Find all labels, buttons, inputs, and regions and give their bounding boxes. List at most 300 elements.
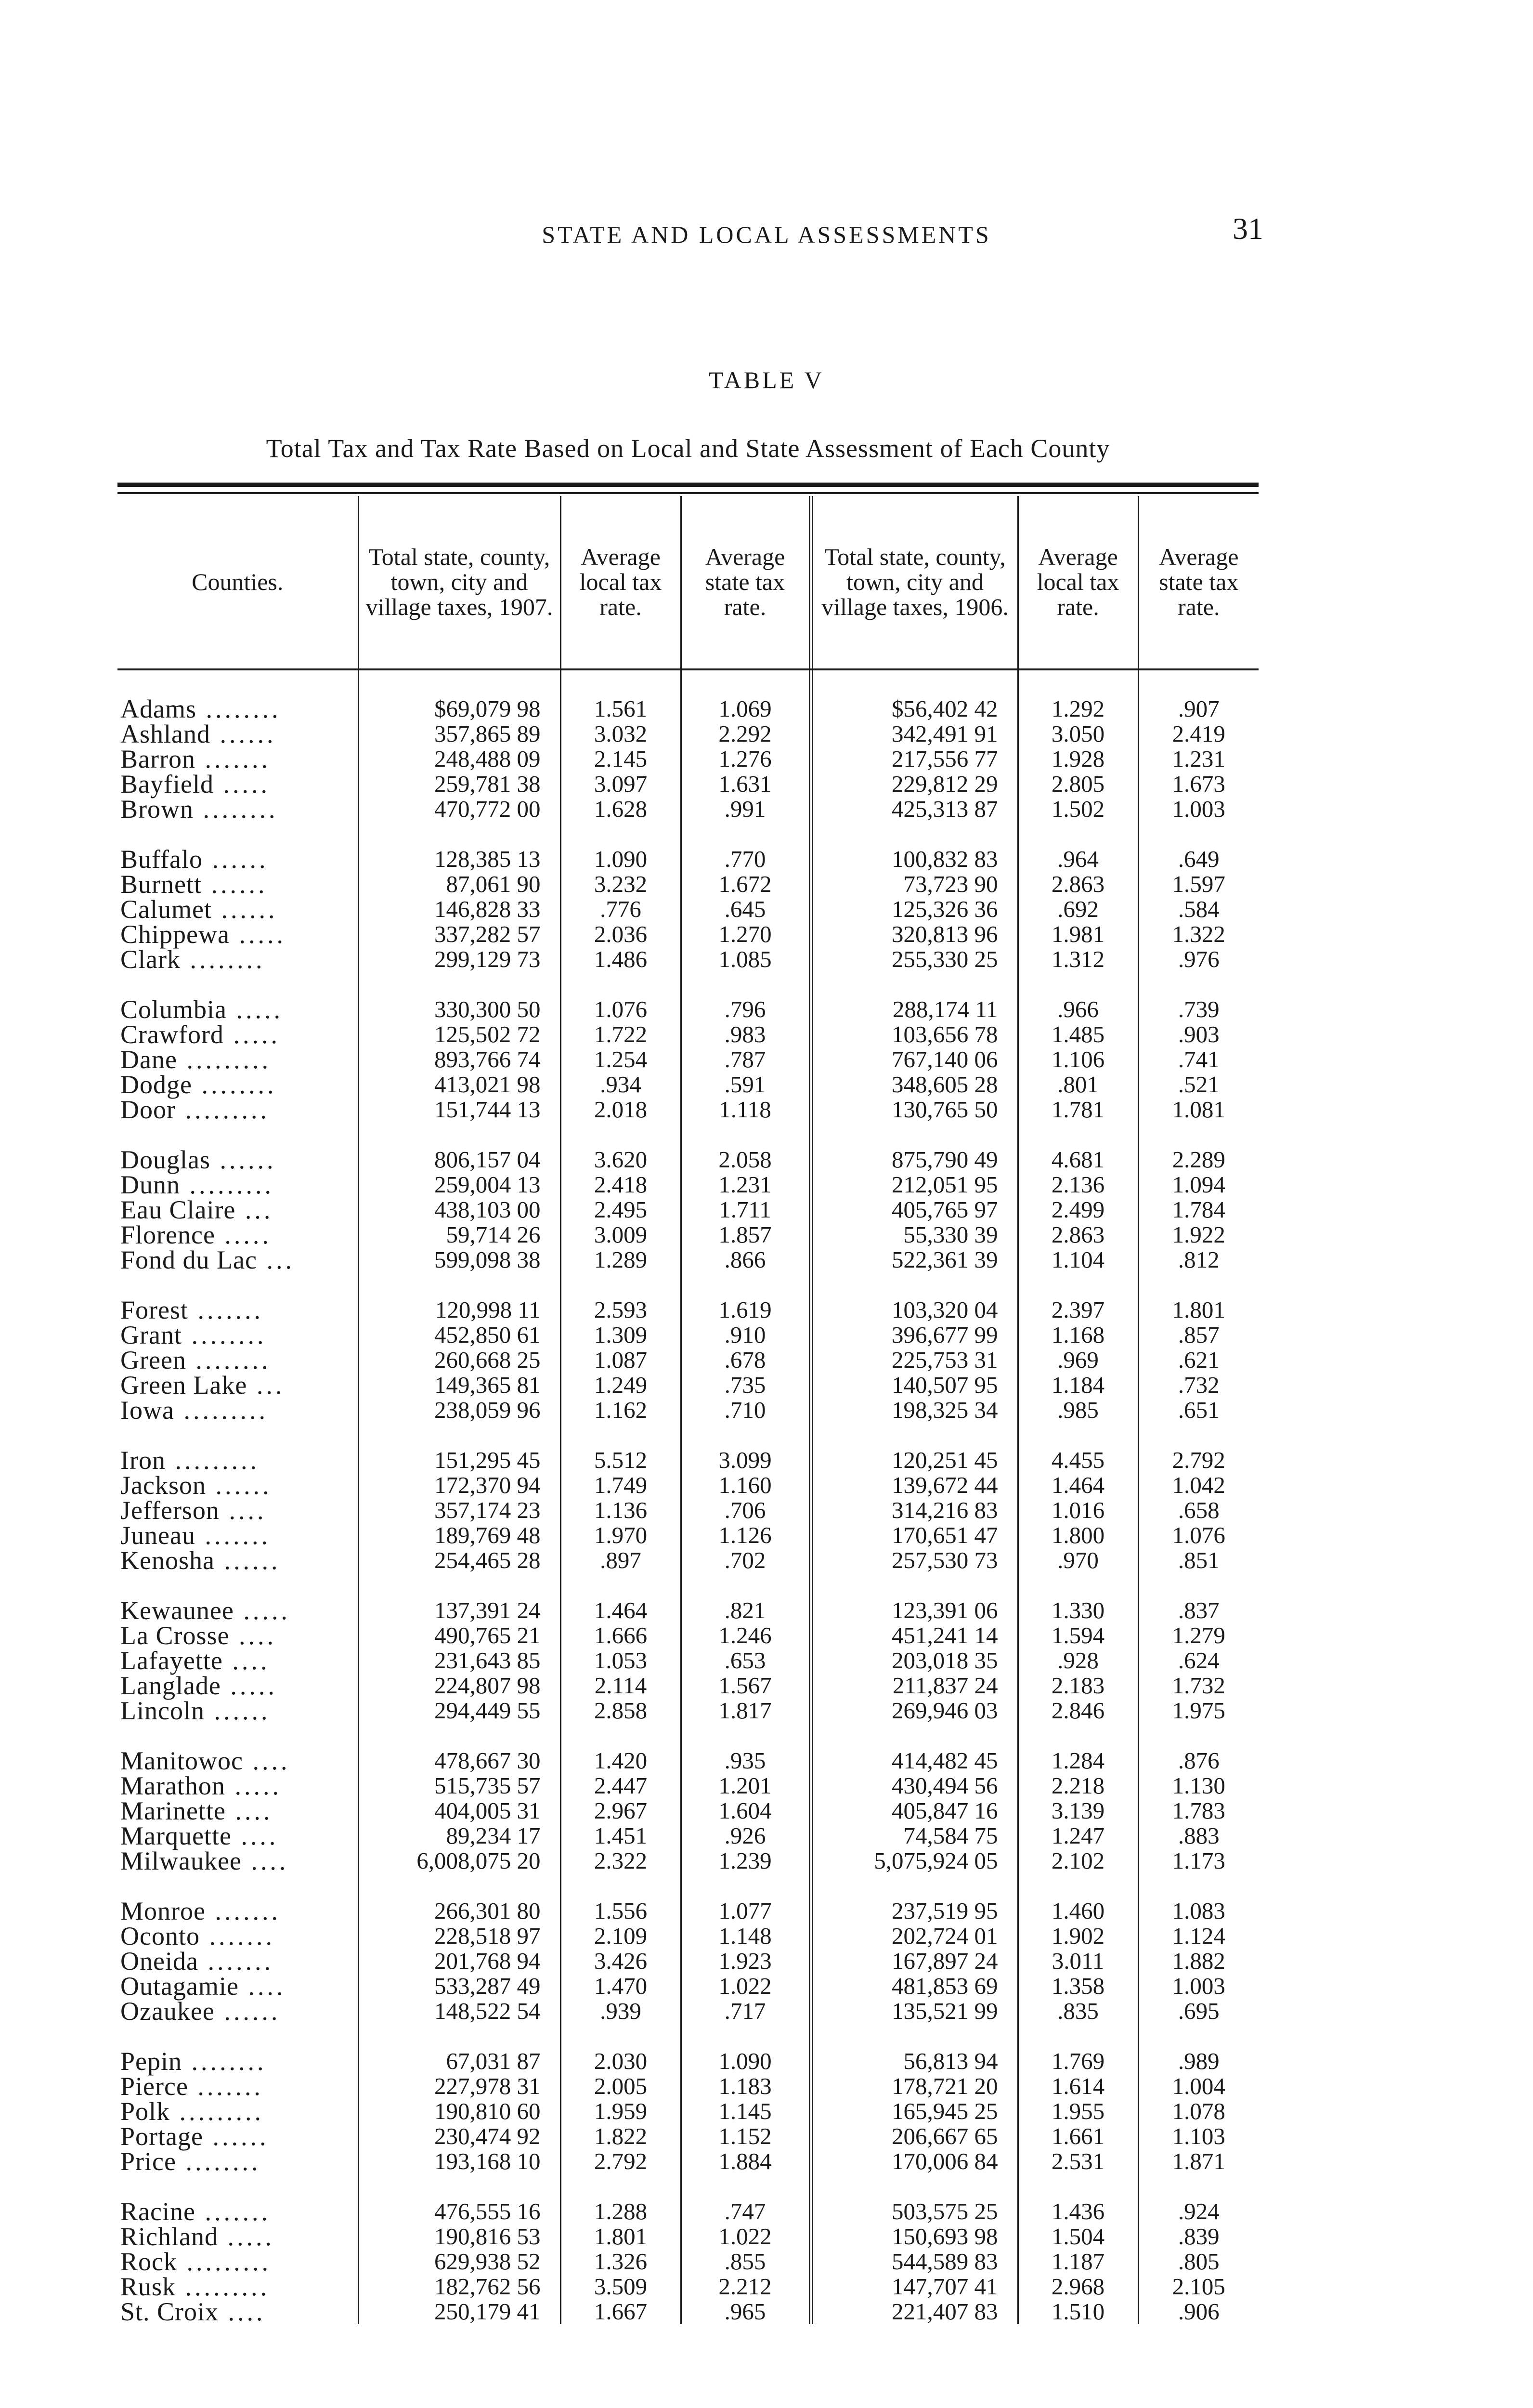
table-row — [117, 1147, 1259, 1172]
total-tax-1906: 135,521 99 — [811, 1999, 1018, 2024]
local-rate-1906: 1.436 — [1018, 2199, 1138, 2224]
leader-dots: .... — [219, 2297, 266, 2326]
leader-dots: ........ — [182, 1321, 267, 1349]
table-row — [117, 1698, 1259, 1723]
total-tax-1906: 211,837 24 — [811, 1673, 1018, 1698]
local-rate-1906: 2.863 — [1018, 872, 1138, 897]
county-label: Richland — [120, 2222, 218, 2251]
county-name — [117, 2299, 358, 2324]
state-rate-1906: 1.322 — [1138, 922, 1259, 947]
table-row — [117, 872, 1259, 897]
state-rate-1907: 2.212 — [681, 2274, 811, 2299]
state-rate-1907: .710 — [681, 1398, 811, 1423]
state-rate-1906: .739 — [1138, 997, 1259, 1022]
local-rate-1906: 2.863 — [1018, 1222, 1138, 1247]
state-rate-1907: 1.201 — [681, 1773, 811, 1798]
local-rate-1906: 1.902 — [1018, 1924, 1138, 1949]
state-rate-1906: 1.124 — [1138, 1924, 1259, 1949]
local-rate-1906: 1.168 — [1018, 1322, 1138, 1348]
table-row — [117, 1748, 1259, 1773]
total-tax-1906: 229,812 29 — [811, 772, 1018, 797]
state-rate-1907: .926 — [681, 1823, 811, 1848]
county-label: Price — [120, 2147, 176, 2176]
state-rate-1906: 1.673 — [1138, 772, 1259, 797]
local-rate-1907: 2.967 — [560, 1798, 681, 1823]
county-name — [117, 1297, 358, 1322]
table-row — [117, 2199, 1259, 2224]
state-rate-1906: .851 — [1138, 1548, 1259, 1573]
total-tax-1907: 151,295 45 — [358, 1448, 560, 1473]
state-rate-1906: 1.083 — [1138, 1898, 1259, 1924]
local-rate-1907: 1.420 — [560, 1748, 681, 1773]
total-tax-1907: 227,978 31 — [358, 2074, 560, 2099]
leader-dots: ..... — [218, 2222, 274, 2251]
local-rate-1907: 3.032 — [560, 721, 681, 746]
local-rate-1907: 1.822 — [560, 2124, 681, 2149]
county-name — [117, 721, 358, 746]
state-rate-1906: 1.004 — [1138, 2074, 1259, 2099]
county-name — [117, 1448, 358, 1473]
table-row — [117, 746, 1259, 772]
table-row — [117, 2124, 1259, 2149]
county-name — [117, 1773, 358, 1798]
table-row — [117, 1949, 1259, 1974]
leader-dots: ..... — [227, 995, 283, 1024]
group-separator — [117, 1272, 1259, 1297]
local-rate-1907: 2.495 — [560, 1197, 681, 1222]
local-rate-1907: .934 — [560, 1072, 681, 1097]
total-tax-1906: 255,330 25 — [811, 947, 1018, 972]
total-tax-1906: 5,075,924 05 — [811, 1848, 1018, 1873]
leader-dots: ....... — [195, 745, 271, 773]
county-label: Dane — [120, 1045, 177, 1074]
table-label: TABLE V — [709, 366, 824, 393]
total-tax-1907: 231,643 85 — [358, 1648, 560, 1673]
state-rate-1906: .924 — [1138, 2199, 1259, 2224]
state-rate-1906: 1.801 — [1138, 1297, 1259, 1322]
county-name — [117, 1373, 358, 1398]
total-tax-1906: 178,721 20 — [811, 2074, 1018, 2099]
local-rate-1906: 2.846 — [1018, 1698, 1138, 1723]
state-rate-1906: 2.419 — [1138, 721, 1259, 746]
table-row — [117, 2274, 1259, 2299]
top-rule — [117, 483, 1259, 487]
state-rate-1907: .983 — [681, 1022, 811, 1047]
state-rate-1906: 1.076 — [1138, 1523, 1259, 1548]
total-tax-1907: 224,807 98 — [358, 1673, 560, 1698]
local-rate-1906: 1.661 — [1018, 2124, 1138, 2149]
total-tax-1907: 490,765 21 — [358, 1623, 560, 1648]
leader-dots: ...... — [210, 720, 276, 748]
state-rate-1906: .976 — [1138, 947, 1259, 972]
state-rate-1906: .621 — [1138, 1348, 1259, 1373]
total-tax-1907: 128,385 13 — [358, 847, 560, 872]
county-label: Kewaunee — [120, 1596, 234, 1625]
table-row — [117, 847, 1259, 872]
leader-dots: ........ — [186, 1346, 271, 1374]
total-tax-1906: 73,723 90 — [811, 872, 1018, 897]
local-rate-1907: .939 — [560, 1999, 681, 2024]
state-rate-1906: 1.103 — [1138, 2124, 1259, 2149]
total-tax-1906: 203,018 35 — [811, 1648, 1018, 1673]
total-tax-1906: 147,707 41 — [811, 2274, 1018, 2299]
table-row — [117, 1974, 1259, 1999]
state-rate-1906: .584 — [1138, 897, 1259, 922]
table-row — [117, 1072, 1259, 1097]
table-top-spacer — [117, 667, 1259, 696]
local-rate-1906: 3.050 — [1018, 721, 1138, 746]
group-separator — [117, 1723, 1259, 1748]
page-number: 31 — [1233, 211, 1263, 246]
local-rate-1907: 2.036 — [560, 922, 681, 947]
total-tax-1907: 87,061 90 — [358, 872, 560, 897]
county-name — [117, 2249, 358, 2274]
table-row — [117, 1773, 1259, 1798]
state-rate-1907: 2.058 — [681, 1147, 811, 1172]
state-rate-1907: 1.126 — [681, 1523, 811, 1548]
county-name — [117, 2149, 358, 2174]
total-tax-1907: 151,744 13 — [358, 1097, 560, 1122]
state-rate-1906: 1.732 — [1138, 1673, 1259, 1698]
total-tax-1906: 257,530 73 — [811, 1548, 1018, 1573]
county-name — [117, 1598, 358, 1623]
total-tax-1907: 137,391 24 — [358, 1598, 560, 1623]
county-label: Ashland — [120, 720, 210, 748]
table-row — [117, 1498, 1259, 1523]
county-name — [117, 1222, 358, 1247]
state-rate-1906: 1.231 — [1138, 746, 1259, 772]
local-rate-1906: 3.139 — [1018, 1798, 1138, 1823]
table-row — [117, 1848, 1259, 1873]
local-rate-1906: 3.011 — [1018, 1949, 1138, 1974]
county-name — [117, 2224, 358, 2249]
local-rate-1907: 1.090 — [560, 847, 681, 872]
state-rate-1907: .717 — [681, 1999, 811, 2024]
state-rate-1907: .935 — [681, 1748, 811, 1773]
local-rate-1906: 1.594 — [1018, 1623, 1138, 1648]
leader-dots: ...... — [214, 1997, 281, 2026]
table-row — [117, 1673, 1259, 1698]
table-row — [117, 1999, 1259, 2024]
table-row — [117, 922, 1259, 947]
leader-dots: .... — [219, 1496, 267, 1525]
table-row — [117, 1473, 1259, 1498]
local-rate-1907: 2.005 — [560, 2074, 681, 2099]
leader-dots: .... — [238, 1972, 286, 2001]
local-rate-1906: .966 — [1018, 997, 1138, 1022]
total-tax-1906: 170,006 84 — [811, 2149, 1018, 2174]
total-tax-1907: 67,031 87 — [358, 2049, 560, 2074]
total-tax-1906: 414,482 45 — [811, 1748, 1018, 1773]
county-name — [117, 1047, 358, 1072]
table-row — [117, 947, 1259, 972]
leader-dots: ...... — [211, 895, 278, 924]
total-tax-1906: 767,140 06 — [811, 1047, 1018, 1072]
total-tax-1907: 190,810 60 — [358, 2099, 560, 2124]
county-name — [117, 997, 358, 1022]
leader-dots: ... — [235, 1195, 273, 1224]
local-rate-1907: 3.509 — [560, 2274, 681, 2299]
local-rate-1906: 1.614 — [1018, 2074, 1138, 2099]
county-label: Clark — [120, 945, 181, 974]
county-name — [117, 1348, 358, 1373]
table-row — [117, 997, 1259, 1022]
county-name — [117, 922, 358, 947]
local-rate-1906: .985 — [1018, 1398, 1138, 1423]
county-name — [117, 2274, 358, 2299]
total-tax-1907: 357,865 89 — [358, 721, 560, 746]
local-rate-1907: 2.593 — [560, 1297, 681, 1322]
county-label: Chippewa — [120, 920, 230, 949]
total-tax-1907: 452,850 61 — [358, 1322, 560, 1348]
leader-dots: .... — [243, 1746, 290, 1775]
county-name — [117, 1949, 358, 1974]
table-row — [117, 1598, 1259, 1623]
local-rate-1907: 1.801 — [560, 2224, 681, 2249]
local-rate-1907: 1.288 — [560, 2199, 681, 2224]
local-rate-1906: 1.184 — [1018, 1373, 1138, 1398]
state-rate-1907: .702 — [681, 1548, 811, 1573]
table-row — [117, 2074, 1259, 2099]
local-rate-1907: 1.561 — [560, 696, 681, 721]
local-rate-1906: 2.531 — [1018, 2149, 1138, 2174]
total-tax-1907: 228,518 97 — [358, 1924, 560, 1949]
group-separator — [117, 1873, 1259, 1898]
local-rate-1907: 1.254 — [560, 1047, 681, 1072]
state-rate-1907: 1.145 — [681, 2099, 811, 2124]
local-rate-1906: 2.183 — [1018, 1673, 1138, 1698]
table-row — [117, 1047, 1259, 1072]
table-row — [117, 1097, 1259, 1122]
state-rate-1907: 1.090 — [681, 2049, 811, 2074]
total-tax-1907: 337,282 57 — [358, 922, 560, 947]
state-rate-1907: .796 — [681, 997, 811, 1022]
total-tax-1906: 150,693 98 — [811, 2224, 1018, 2249]
county-label: Calumet — [120, 895, 212, 924]
group-separator — [117, 1423, 1259, 1448]
local-rate-1906: 4.681 — [1018, 1147, 1138, 1172]
total-tax-1906: 225,753 31 — [811, 1348, 1018, 1373]
group-separator — [117, 822, 1259, 847]
local-rate-1907: 1.749 — [560, 1473, 681, 1498]
local-rate-1907: 1.722 — [560, 1022, 681, 1047]
local-rate-1907: 1.076 — [560, 997, 681, 1022]
state-rate-1907: 1.077 — [681, 1898, 811, 1924]
county-name — [117, 1648, 358, 1673]
county-name — [117, 2199, 358, 2224]
state-rate-1907: 1.884 — [681, 2149, 811, 2174]
local-rate-1907: 1.087 — [560, 1348, 681, 1373]
total-tax-1907: 182,762 56 — [358, 2274, 560, 2299]
local-rate-1907: 1.470 — [560, 1974, 681, 1999]
leader-dots: ...... — [204, 1696, 271, 1725]
county-name — [117, 1898, 358, 1924]
header-state-rate-1907: Average state tax rate. — [681, 496, 811, 667]
leader-dots: ....... — [205, 1897, 281, 1925]
state-rate-1906: .658 — [1138, 1498, 1259, 1523]
tax-table — [117, 496, 1259, 2324]
total-tax-1906: 396,677 99 — [811, 1322, 1018, 1348]
group-separator — [117, 1573, 1259, 1598]
leader-dots: ...... — [202, 845, 269, 874]
county-label: Dunn — [120, 1170, 180, 1199]
state-rate-1907: .991 — [681, 797, 811, 822]
local-rate-1907: 1.556 — [560, 1898, 681, 1924]
state-rate-1906: .651 — [1138, 1398, 1259, 1423]
local-rate-1907: 2.030 — [560, 2049, 681, 2074]
leader-dots: ....... — [188, 1296, 263, 1324]
county-label: Buffalo — [120, 845, 203, 874]
group-separator — [117, 2174, 1259, 2199]
county-name — [117, 2124, 358, 2149]
leader-dots: ..... — [215, 1220, 272, 1249]
total-tax-1906: 430,494 56 — [811, 1773, 1018, 1798]
total-tax-1907: 254,465 28 — [358, 1548, 560, 1573]
local-rate-1907: .897 — [560, 1548, 681, 1573]
total-tax-1906: 140,507 95 — [811, 1373, 1018, 1398]
leader-dots: ........ — [182, 2047, 267, 2076]
local-rate-1906: 2.968 — [1018, 2274, 1138, 2299]
leader-dots: ...... — [203, 2122, 269, 2151]
state-rate-1906: .649 — [1138, 847, 1259, 872]
total-tax-1907: 6,008,075 20 — [358, 1848, 560, 1873]
leader-dots: ......... — [176, 2272, 270, 2301]
state-rate-1907: 1.231 — [681, 1172, 811, 1197]
total-tax-1906: 314,216 83 — [811, 1498, 1018, 1523]
county-name — [117, 2049, 358, 2074]
total-tax-1906: 103,656 78 — [811, 1022, 1018, 1047]
county-name — [117, 1999, 358, 2024]
state-rate-1906: 1.130 — [1138, 1773, 1259, 1798]
total-tax-1907: 238,059 96 — [358, 1398, 560, 1423]
state-rate-1907: 2.292 — [681, 721, 811, 746]
state-rate-1907: .965 — [681, 2299, 811, 2324]
leader-dots: ..... — [225, 1771, 282, 1800]
state-rate-1906: 1.597 — [1138, 872, 1259, 897]
table-row — [117, 1523, 1259, 1548]
state-rate-1906: 1.871 — [1138, 2149, 1259, 2174]
state-rate-1906: 1.975 — [1138, 1698, 1259, 1723]
state-rate-1906: 1.279 — [1138, 1623, 1259, 1648]
total-tax-1907: 250,179 41 — [358, 2299, 560, 2324]
county-name — [117, 1974, 358, 1999]
state-rate-1907: 1.619 — [681, 1297, 811, 1322]
local-rate-1907: 2.109 — [560, 1924, 681, 1949]
total-tax-1906: 320,813 96 — [811, 922, 1018, 947]
local-rate-1907: 1.136 — [560, 1498, 681, 1523]
leader-dots: ...... — [201, 870, 268, 899]
total-tax-1907: 266,301 80 — [358, 1898, 560, 1924]
local-rate-1906: 2.499 — [1018, 1197, 1138, 1222]
state-rate-1907: 1.152 — [681, 2124, 811, 2149]
county-label: Fond du Lac — [120, 1245, 257, 1274]
local-rate-1906: 1.330 — [1018, 1598, 1138, 1623]
total-tax-1907: 190,816 53 — [358, 2224, 560, 2249]
leader-dots: ........ — [192, 1070, 277, 1099]
local-rate-1907: 1.309 — [560, 1322, 681, 1348]
leader-dots: .... — [241, 1846, 289, 1875]
leader-dots: ....... — [199, 1922, 275, 1950]
county-label: Jackson — [120, 1471, 206, 1500]
county-name — [117, 1072, 358, 1097]
county-name — [117, 1523, 358, 1548]
total-tax-1906: 288,174 11 — [811, 997, 1018, 1022]
county-label: Barron — [120, 745, 195, 773]
table-row — [117, 2049, 1259, 2074]
county-label: Burnett — [120, 870, 202, 899]
leader-dots: ....... — [198, 1947, 273, 1976]
county-label: Manitowoc — [120, 1746, 243, 1775]
total-tax-1907: 260,668 25 — [358, 1348, 560, 1373]
table-row — [117, 1623, 1259, 1648]
local-rate-1906: 1.460 — [1018, 1898, 1138, 1924]
total-tax-1906: 55,330 39 — [811, 1222, 1018, 1247]
local-rate-1907: 1.666 — [560, 1623, 681, 1648]
total-tax-1907: 120,998 11 — [358, 1297, 560, 1322]
state-rate-1907: .653 — [681, 1648, 811, 1673]
local-rate-1907: 2.145 — [560, 746, 681, 772]
local-rate-1907: 1.959 — [560, 2099, 681, 2124]
state-rate-1906: .903 — [1138, 1022, 1259, 1047]
county-name — [117, 1322, 358, 1348]
state-rate-1906: .732 — [1138, 1373, 1259, 1398]
table-row — [117, 1348, 1259, 1373]
state-rate-1906: 1.081 — [1138, 1097, 1259, 1122]
county-label: Lincoln — [120, 1696, 205, 1725]
county-label: Door — [120, 1095, 176, 1124]
header-total-1906: Total state, county, town, city and village taxes, 1906. — [811, 496, 1018, 667]
county-label: Outagamie — [120, 1972, 239, 2001]
local-rate-1906: 2.136 — [1018, 1172, 1138, 1197]
total-tax-1906: 405,847 16 — [811, 1798, 1018, 1823]
state-rate-1907: 1.857 — [681, 1222, 811, 1247]
total-tax-1907: 172,370 94 — [358, 1473, 560, 1498]
leader-dots: ........ — [194, 795, 278, 824]
leader-dots: ......... — [177, 1045, 271, 1074]
table-row — [117, 2249, 1259, 2274]
state-rate-1906: .624 — [1138, 1648, 1259, 1673]
local-rate-1906: 1.284 — [1018, 1748, 1138, 1773]
state-rate-1906: 2.792 — [1138, 1448, 1259, 1473]
county-name — [117, 1623, 358, 1648]
table-row — [117, 1398, 1259, 1423]
state-rate-1907: 1.239 — [681, 1848, 811, 1873]
local-rate-1906: 1.981 — [1018, 922, 1138, 947]
county-label: Crawford — [120, 1020, 224, 1049]
leader-dots: ..... — [213, 770, 270, 798]
state-rate-1906: 1.882 — [1138, 1949, 1259, 1974]
total-tax-1907: 629,938 52 — [358, 2249, 560, 2274]
county-name — [117, 772, 358, 797]
local-rate-1907: 3.097 — [560, 772, 681, 797]
local-rate-1906: .970 — [1018, 1548, 1138, 1573]
state-rate-1906: 1.078 — [1138, 2099, 1259, 2124]
county-label: Oconto — [120, 1922, 200, 1950]
local-rate-1907: 3.009 — [560, 1222, 681, 1247]
local-rate-1906: 1.104 — [1018, 1247, 1138, 1272]
local-rate-1907: 1.464 — [560, 1598, 681, 1623]
state-rate-1907: .735 — [681, 1373, 811, 1398]
county-name — [117, 1848, 358, 1873]
total-tax-1906: 130,765 50 — [811, 1097, 1018, 1122]
county-name — [117, 1748, 358, 1773]
state-rate-1907: 1.604 — [681, 1798, 811, 1823]
county-name — [117, 1698, 358, 1723]
county-label: Brown — [120, 795, 194, 824]
county-label: Pepin — [120, 2047, 182, 2076]
total-tax-1907: 299,129 73 — [358, 947, 560, 972]
total-tax-1907: 330,300 50 — [358, 997, 560, 1022]
